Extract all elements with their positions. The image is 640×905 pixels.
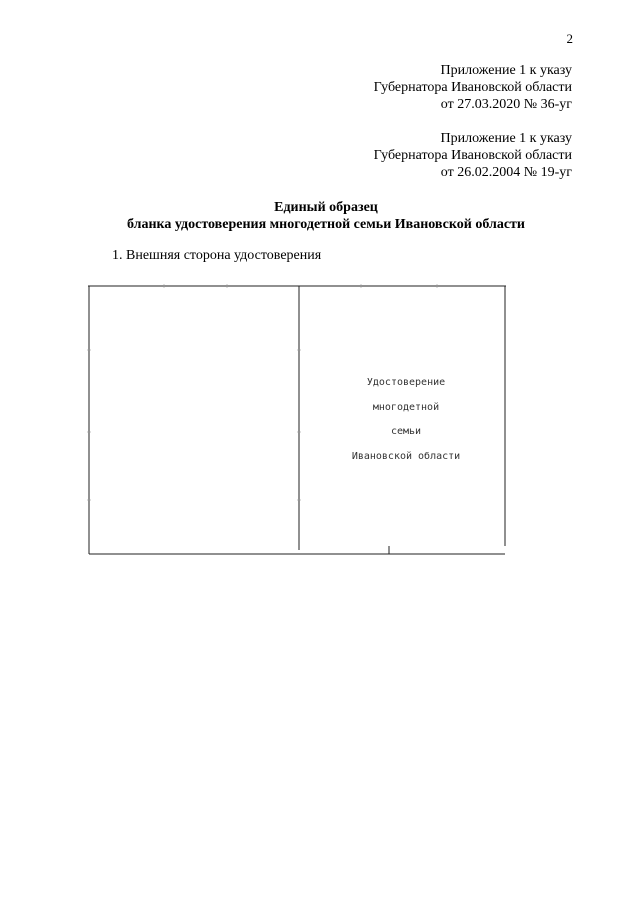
document-title-line-1: Единый образец — [274, 200, 378, 215]
document-title-line-2: бланка удостоверения многодетной семьи Ивановской области — [126, 217, 525, 232]
certificate-frame-lines — [86, 278, 510, 562]
document-title — [0, 199, 640, 233]
attachment-current-line-1: Приложение 1 к указу — [440, 63, 572, 78]
attachment-original-line-2: Губернатора Ивановской области — [373, 148, 572, 163]
attachment-original-line-1: Приложение 1 к указу — [440, 131, 572, 146]
cover-line-2: многодетной — [372, 402, 440, 413]
section-heading: 1. Внешняя сторона удостоверения — [112, 248, 322, 263]
attachment-current-line-2: Губернатора Ивановской области — [373, 80, 572, 95]
certificate-blank-outer-side — [86, 278, 510, 562]
attachment-block-original — [374, 130, 572, 181]
attachment-current-line-3: от 27.03.2020 № 36-уг — [440, 97, 572, 112]
cover-line-4: Ивановской области — [351, 451, 461, 462]
cover-line-1: Удостоверение — [366, 377, 446, 388]
attachment-block-current — [374, 62, 572, 113]
page-number: 2 — [566, 31, 573, 46]
attachment-original-line-3: от 26.02.2004 № 19-уг — [440, 165, 572, 180]
cover-line-3: семьи — [390, 426, 422, 437]
